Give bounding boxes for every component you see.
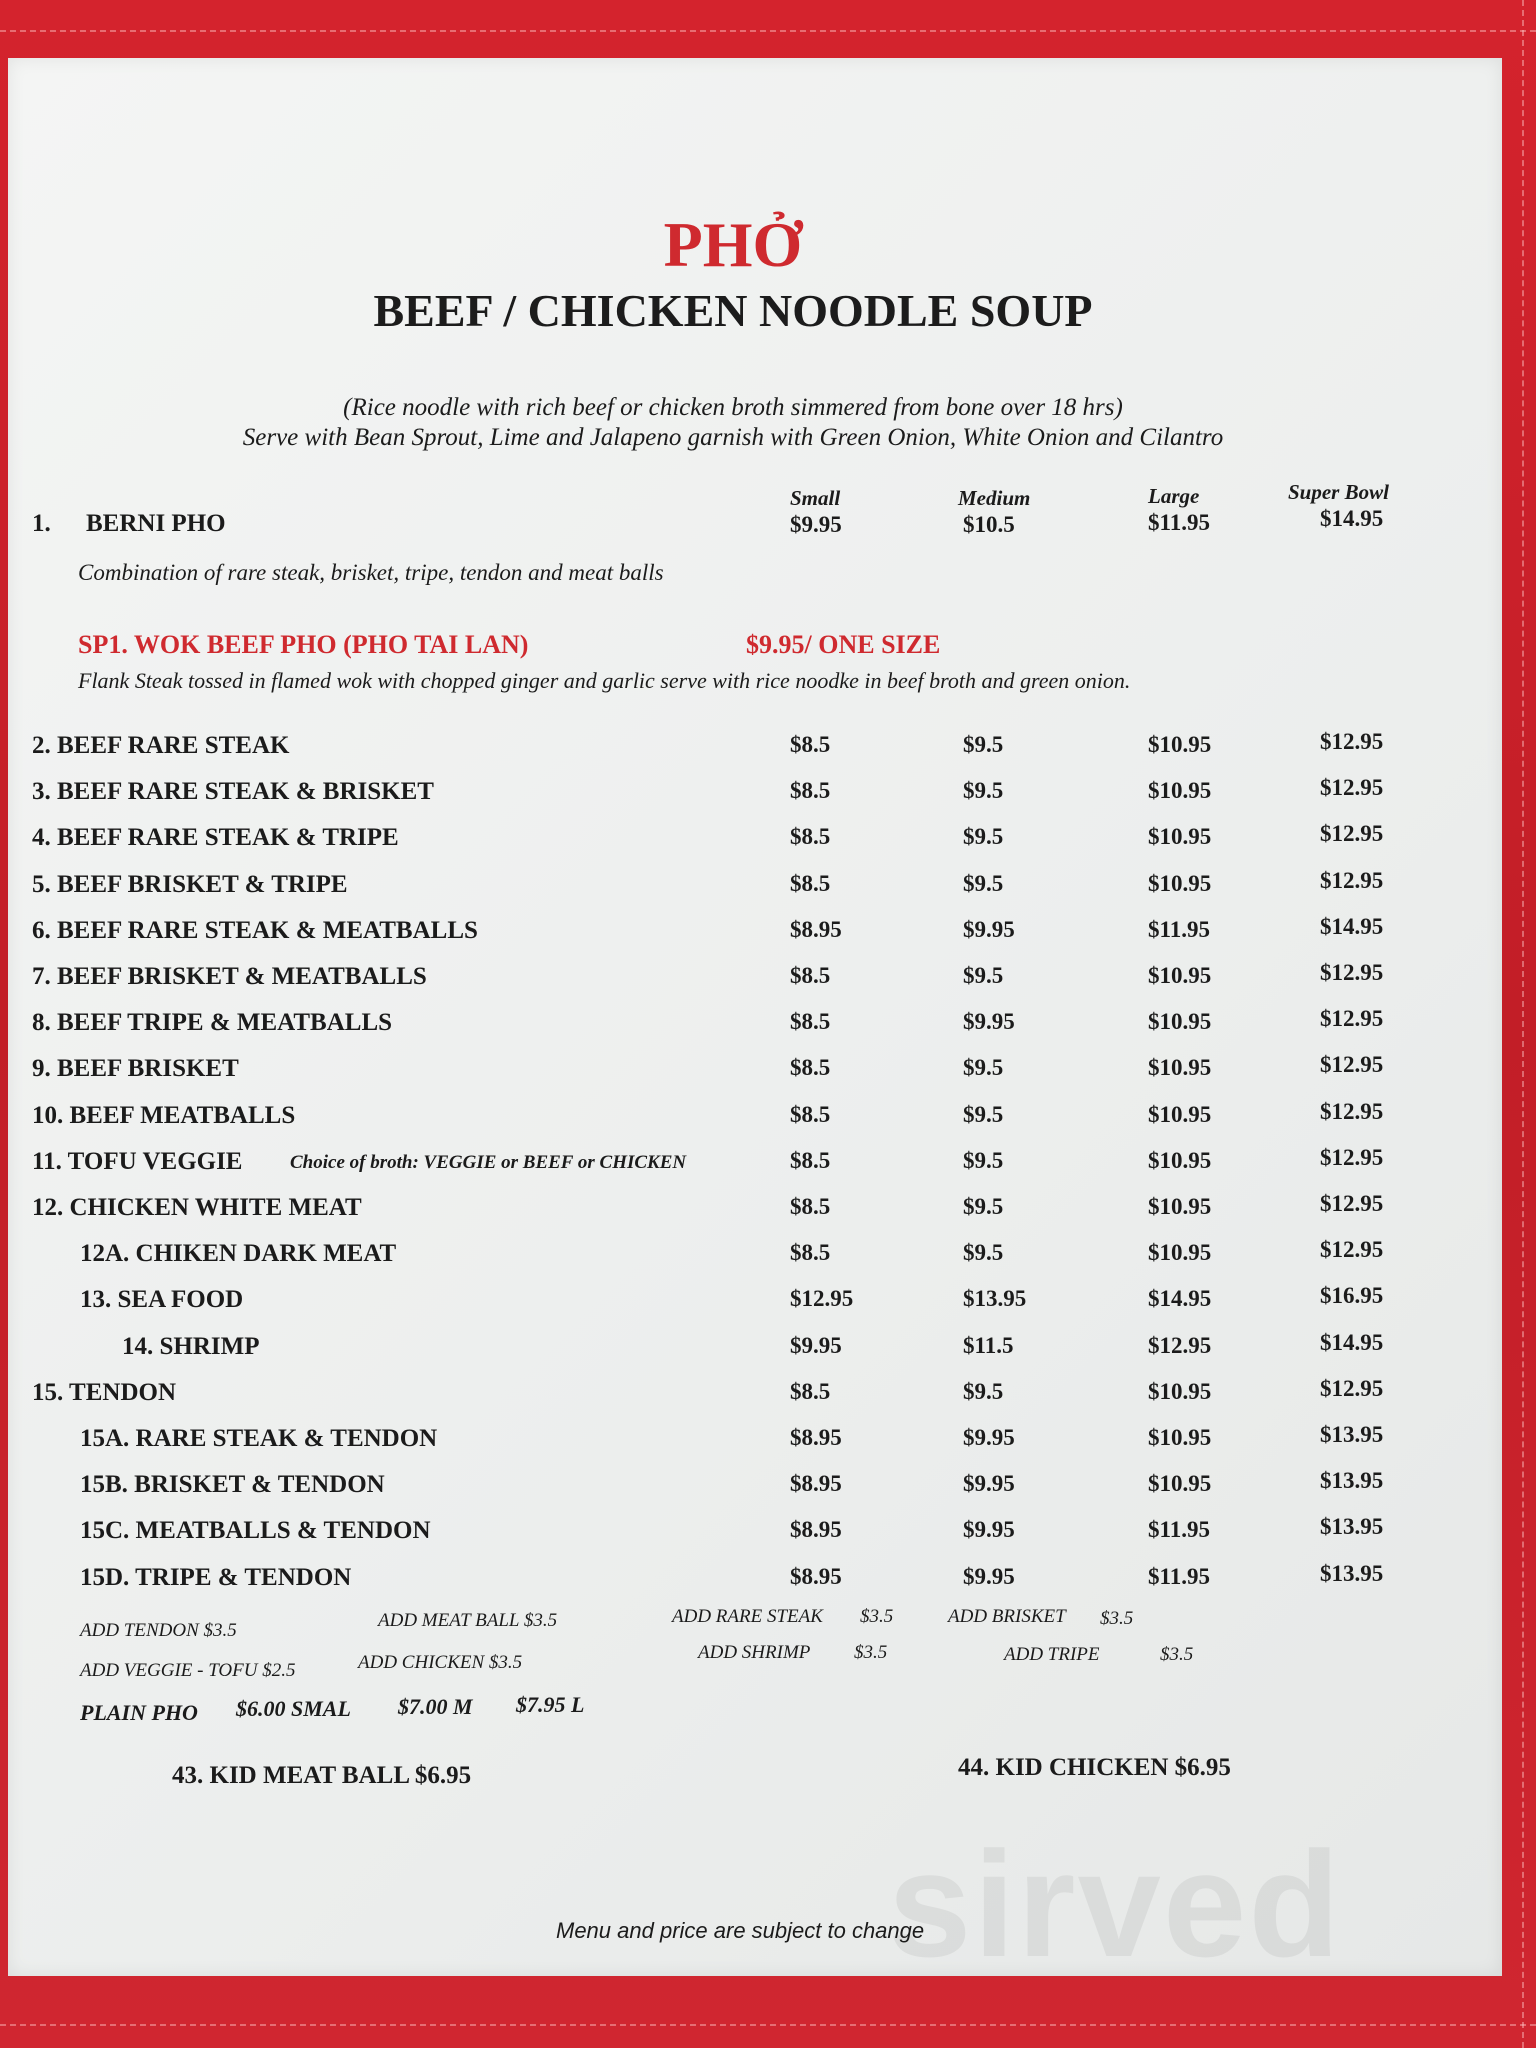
menu-description-line2: Serve with Bean Sprout, Lime and Jalapeno garnish with Green Onion, White Onion and Cilantro <box>242 424 1224 451</box>
menu-item-price: $9.95 <box>963 1009 1015 1034</box>
size-header-medium: Medium <box>958 486 1031 510</box>
menu-item-price: $8.5 <box>790 1379 831 1404</box>
menu-item-name: 4. BEEF RARE STEAK & TRIPE <box>32 824 399 851</box>
menu-item-name: 3. BEEF RARE STEAK & BRISKET <box>32 778 434 805</box>
menu-item-price: $10.95 <box>1148 1148 1212 1173</box>
menu-item-price: $12.95 <box>1320 960 1384 985</box>
menu-item-price: $8.5 <box>790 778 831 803</box>
menu-item-price: $9.5 <box>963 1379 1004 1404</box>
menu-item-price: $12.95 <box>1320 1237 1384 1262</box>
kid-chicken: 44. KID CHICKEN $6.95 <box>958 1754 1231 1781</box>
menu-item-price: $8.5 <box>790 1055 831 1080</box>
top-stitching <box>0 30 1536 32</box>
menu-item-price: $16.95 <box>1320 1283 1384 1308</box>
menu-item-price: $9.5 <box>963 778 1004 803</box>
item-1-note: Combination of rare steak, brisket, tripe, tendon and meat balls <box>78 560 664 585</box>
menu-item-name: 5. BEEF BRISKET & TRIPE <box>32 871 348 898</box>
addon-shrimp-price: $3.5 <box>854 1642 888 1663</box>
menu-item-price: $8.5 <box>790 1102 831 1127</box>
menu-item-price: $10.95 <box>1148 732 1212 757</box>
menu-item-price: $13.95 <box>1320 1561 1384 1586</box>
right-stitching <box>1522 0 1524 2048</box>
menu-item-price: $9.95 <box>963 917 1015 942</box>
menu-item-price: $9.5 <box>963 1240 1004 1265</box>
menu-item-name: 14. SHRIMP <box>122 1333 260 1360</box>
menu-item-price: $8.5 <box>790 871 831 896</box>
menu-item-name: 11. TOFU VEGGIE <box>32 1148 243 1175</box>
menu-item-price: $8.95 <box>790 1564 842 1589</box>
special-price: $9.95/ ONE SIZE <box>746 630 941 659</box>
plain-pho-label: PLAIN PHO <box>80 1700 198 1725</box>
menu-item-price: $13.95 <box>963 1286 1027 1311</box>
menu-subtitle: BEEF / CHICKEN NOODLE SOUP <box>373 285 1093 336</box>
menu-item-price: $8.5 <box>790 1194 831 1219</box>
menu-title: PHỞ <box>663 209 803 280</box>
menu-item-price: $12.95 <box>1320 1191 1384 1216</box>
plain-pho-small: $6.00 SMAL <box>236 1696 351 1721</box>
addon-rare-steak: ADD RARE STEAK <box>672 1606 823 1627</box>
addon-brisket: ADD BRISKET <box>948 1606 1066 1627</box>
menu-item-price: $12.95 <box>1320 821 1384 846</box>
menu-item-price: $10.95 <box>1148 1471 1212 1496</box>
menu-item-price: $9.5 <box>963 871 1004 896</box>
menu-item-price: $9.5 <box>963 1055 1004 1080</box>
size-header-super-bowl: Super Bowl <box>1288 480 1389 504</box>
menu-item-price: $9.5 <box>963 963 1004 988</box>
menu-item-price: $10.95 <box>1148 824 1212 849</box>
addon-shrimp: ADD SHRIMP <box>698 1642 811 1663</box>
menu-item-name: 6. BEEF RARE STEAK & MEATBALLS <box>32 917 478 944</box>
special-note: Flank Steak tossed in flamed wok with chopped ginger and garlic serve with rice noodke in beef broth and green onion. <box>78 668 1131 693</box>
menu-item-price: $12.95 <box>1148 1333 1212 1358</box>
menu-item-price: $8.95 <box>790 1425 842 1450</box>
addon-veggie-tofu: ADD VEGGIE - TOFU $2.5 <box>80 1660 296 1681</box>
menu-item-price: $9.95 <box>790 1333 842 1358</box>
menu-item-price: $12.95 <box>1320 1145 1384 1170</box>
menu-item-price: $11.5 <box>963 1333 1014 1358</box>
kid-meat-ball: 43. KID MEAT BALL $6.95 <box>172 1762 472 1789</box>
menu-item-name: 9. BEEF BRISKET <box>32 1055 239 1082</box>
menu-item-price: $8.5 <box>790 732 831 757</box>
menu-item-price: $9.95 <box>963 1517 1015 1542</box>
menu-item-price: $9.5 <box>963 824 1004 849</box>
menu-item-name: 12A. CHIKEN DARK MEAT <box>80 1240 397 1267</box>
menu-item-price: $11.95 <box>1148 917 1210 942</box>
menu-item-price: $11.95 <box>1148 1564 1210 1589</box>
menu-item-price: $10.95 <box>1148 1425 1212 1450</box>
menu-item-name: 15D. TRIPE & TENDON <box>80 1564 352 1591</box>
item-1-number: 1. <box>32 510 51 537</box>
menu-item-price: $9.5 <box>963 1102 1004 1127</box>
menu-item-price: $9.5 <box>963 1148 1004 1173</box>
menu-item-price: $8.95 <box>790 1517 842 1542</box>
menu-item-price: $12.95 <box>1320 1052 1384 1077</box>
menu-item-price: $10.95 <box>1148 1009 1212 1034</box>
menu-description-line1: (Rice noodle with rich beef or chicken broth simmered from bone over 18 hrs) <box>343 394 1123 421</box>
item-1-price-super: $14.95 <box>1320 506 1384 531</box>
addon-brisket-price: $3.5 <box>1100 1608 1134 1629</box>
menu-item-name: 15. TENDON <box>32 1379 177 1406</box>
menu-item-price: $13.95 <box>1320 1514 1384 1539</box>
menu-item-price: $10.95 <box>1148 1379 1212 1404</box>
menu-item-price: $9.95 <box>963 1425 1015 1450</box>
menu-item-price: $8.5 <box>790 824 831 849</box>
menu-page <box>8 58 1502 1988</box>
menu-item-price: $9.95 <box>963 1564 1015 1589</box>
menu-item-price: $10.95 <box>1148 1194 1212 1219</box>
sirved-watermark: sirved <box>888 1820 1342 1988</box>
menu-item-price: $11.95 <box>1148 1517 1210 1542</box>
plain-pho-large: $7.95 L <box>516 1692 585 1717</box>
menu-footer: Menu and price are subject to change <box>556 1918 925 1943</box>
menu-item-name: 8. BEEF TRIPE & MEATBALLS <box>32 1009 393 1036</box>
menu-item-price: $10.95 <box>1148 963 1212 988</box>
addon-tripe: ADD TRIPE <box>1004 1644 1100 1665</box>
menu-item-price: $8.5 <box>790 963 831 988</box>
menu-item-name: 15C. MEATBALLS & TENDON <box>80 1517 431 1544</box>
menu-item-choice-note: Choice of broth: VEGGIE or BEEF or CHICKEN <box>290 1152 687 1173</box>
menu-item-price: $10.95 <box>1148 1102 1212 1127</box>
item-1-price-medium: $10.5 <box>963 512 1015 537</box>
menu-item-price: $9.5 <box>963 732 1004 757</box>
menu-item-price: $14.95 <box>1148 1286 1212 1311</box>
menu-item-price: $10.95 <box>1148 1055 1212 1080</box>
menu-item-price: $12.95 <box>790 1286 854 1311</box>
menu-item-price: $13.95 <box>1320 1468 1384 1493</box>
plain-pho-medium: $7.00 M <box>398 1694 473 1719</box>
menu-item-name: 10. BEEF MEATBALLS <box>32 1102 296 1129</box>
item-1-price-small: $9.95 <box>790 512 842 537</box>
menu-item-price: $13.95 <box>1320 1422 1384 1447</box>
bottom-stitching <box>0 2024 1536 2026</box>
menu-item-price: $8.95 <box>790 917 842 942</box>
menu-item-price: $10.95 <box>1148 1240 1212 1265</box>
menu-item-price: $12.95 <box>1320 775 1384 800</box>
menu-item-price: $12.95 <box>1320 729 1384 754</box>
menu-item-price: $12.95 <box>1320 1099 1384 1124</box>
menu-item-price: $14.95 <box>1320 914 1384 939</box>
addon-meat-ball: ADD MEAT BALL $3.5 <box>378 1610 558 1631</box>
size-header-small: Small <box>790 486 841 510</box>
menu-item-name: 15A. RARE STEAK & TENDON <box>80 1425 438 1452</box>
menu-item-price: $8.5 <box>790 1148 831 1173</box>
menu-item-price: $8.5 <box>790 1240 831 1265</box>
item-1-price-large: $11.95 <box>1148 510 1210 535</box>
menu-item-price: $9.5 <box>963 1194 1004 1219</box>
size-header-large: Large <box>1148 484 1200 508</box>
addon-tripe-price: $3.5 <box>1160 1644 1194 1665</box>
menu-item-price: $8.5 <box>790 1009 831 1034</box>
addon-tendon: ADD TENDON $3.5 <box>80 1620 237 1641</box>
menu-item-price: $10.95 <box>1148 778 1212 803</box>
menu-item-price: $12.95 <box>1320 1376 1384 1401</box>
menu-item-price: $8.95 <box>790 1471 842 1496</box>
menu-item-price: $10.95 <box>1148 871 1212 896</box>
menu-item-name: 12. CHICKEN WHITE MEAT <box>32 1194 362 1221</box>
menu-item-name: 2. BEEF RARE STEAK <box>32 732 290 759</box>
menu-item-price: $12.95 <box>1320 868 1384 893</box>
menu-item-name: 13. SEA FOOD <box>80 1286 244 1313</box>
menu-item-name: 15B. BRISKET & TENDON <box>80 1471 385 1498</box>
addon-rare-steak-price: $3.5 <box>860 1606 894 1627</box>
menu-item-price: $12.95 <box>1320 1006 1384 1031</box>
special-name: SP1. WOK BEEF PHO (PHO TAI LAN) <box>78 630 529 659</box>
menu-item-price: $14.95 <box>1320 1330 1384 1355</box>
menu-item-name: 7. BEEF BRISKET & MEATBALLS <box>32 963 427 990</box>
item-1-name: BERNI PHO <box>86 510 226 537</box>
addon-chicken: ADD CHICKEN $3.5 <box>358 1652 523 1673</box>
menu-item-price: $9.95 <box>963 1471 1015 1496</box>
